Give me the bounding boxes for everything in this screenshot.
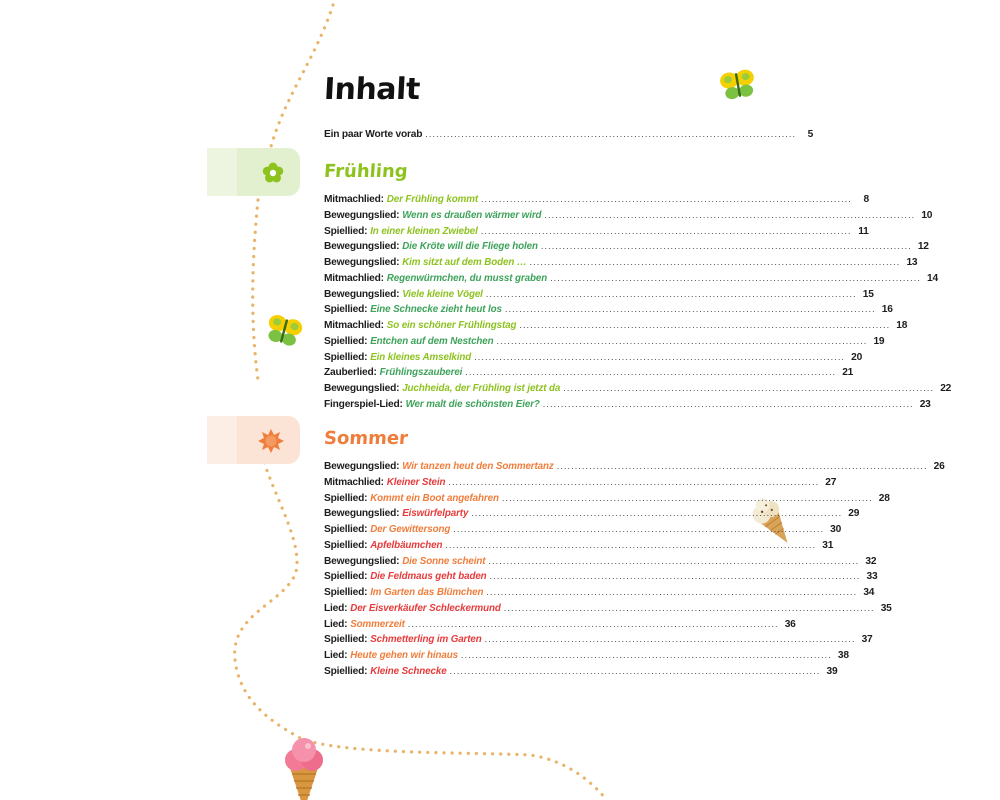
page-number: 21 <box>842 367 854 379</box>
toc-entry[interactable] <box>324 287 874 303</box>
toc-entry[interactable] <box>324 381 952 397</box>
page-number: 8 <box>863 194 869 205</box>
toc-entry[interactable] <box>324 239 929 255</box>
toc-entry[interactable] <box>324 459 945 475</box>
entry-title: Ein kleines Amselkind <box>370 351 472 363</box>
entry-type: Spiellied: <box>324 492 368 504</box>
page-number: 20 <box>851 351 863 363</box>
toc-entry[interactable] <box>324 208 933 224</box>
dot-leader: ....................................................................................................... <box>445 539 817 550</box>
entry-type: Bewegungslied: <box>324 241 400 253</box>
dot-leader: ....................................................................................................... <box>540 241 912 252</box>
intro-list <box>324 127 814 143</box>
entry-type: Bewegungslied: <box>324 383 400 394</box>
entry-title: Der Eisverkäufer Schleckermund <box>350 602 501 614</box>
toc-entry[interactable] <box>324 632 873 648</box>
page-number: 11 <box>858 225 869 237</box>
dot-leader: ....................................................................................................... <box>425 129 797 139</box>
entry-type: Bewegungslied: <box>324 257 400 268</box>
toc-entry[interactable] <box>324 192 869 208</box>
dot-leader: ....................................................................................................... <box>563 383 935 393</box>
dot-leader: ....................................................................................................... <box>448 476 820 487</box>
dot-leader: ....................................................................................................... <box>488 555 860 566</box>
toc-entry[interactable] <box>324 397 931 413</box>
dot-leader: ....................................................................................................... <box>519 320 891 330</box>
toc-entry[interactable] <box>324 350 863 366</box>
entry-title: Wir tanzen heut den Sommertanz <box>402 461 554 472</box>
dot-leader: ....................................................................................................... <box>481 194 852 204</box>
entry-title: Entchen auf dem Nestchen <box>370 335 494 347</box>
page-number: 28 <box>878 492 890 504</box>
butterfly-icon <box>264 313 304 348</box>
entry-type: Spiellied: <box>324 539 368 551</box>
entry-title: Kleine Schnecke <box>370 665 447 677</box>
dot-leader: ....................................................................................................... <box>501 492 873 503</box>
section-title-spring: Frühling <box>323 161 409 182</box>
entry-type: Spiellied: <box>324 351 368 363</box>
page-number: 27 <box>825 476 837 488</box>
dot-leader: ....................................................................................................... <box>556 461 928 471</box>
page-number: 26 <box>933 461 945 472</box>
entry-type: Spiellied: <box>324 335 368 347</box>
page-number: 30 <box>830 524 842 535</box>
page-number: 16 <box>881 304 893 316</box>
dot-leader: ....................................................................................................... <box>529 257 901 267</box>
butterfly-icon <box>719 68 757 100</box>
dot-leader: ....................................................................................................... <box>544 209 916 220</box>
dot-leader: ....................................................................................................... <box>542 398 914 409</box>
entry-type: Mitmachlied: <box>324 476 384 488</box>
page-number: 18 <box>896 320 908 331</box>
dot-leader: ....................................................................................................... <box>453 524 825 534</box>
toc-entry[interactable] <box>324 365 854 381</box>
entry-title: Heute gehen wir hinaus <box>350 650 458 661</box>
entry-type: Spiellied: <box>324 225 368 237</box>
toc-entry[interactable] <box>324 255 918 271</box>
entry-type: Fingerspiel-Lied: <box>324 398 403 410</box>
page-title: Inhalt <box>323 72 421 107</box>
entry-type: Spiellied: <box>324 571 368 583</box>
dot-leader: ....................................................................................................... <box>471 508 843 519</box>
dot-leader: ....................................................................................................... <box>480 225 852 236</box>
page-number: 5 <box>807 129 814 140</box>
toc-entry[interactable] <box>324 585 875 601</box>
dot-leader: ....................................................................................................... <box>407 618 779 629</box>
entry-title: Der Frühling kommt <box>386 194 479 205</box>
entry-title: Die Sonne scheint <box>402 555 486 567</box>
entry-type: Bewegungslied: <box>324 288 400 300</box>
entry-title: Kleiner Stein <box>386 476 446 488</box>
entry-title: Im Garten das Blümchen <box>370 587 484 598</box>
entry-type: Lied: <box>324 650 348 661</box>
entry-title: Apfelbäumchen <box>370 539 443 551</box>
entry-type: Bewegungslied: <box>324 209 400 221</box>
entry-type: Spiellied: <box>324 634 368 646</box>
toc-entry[interactable] <box>324 569 878 585</box>
toc-entry[interactable] <box>324 522 842 538</box>
entry-title: Kim sitzt auf dem Boden … <box>402 257 527 268</box>
entry-title: Eiswürfelparty <box>402 508 469 520</box>
toc-entry[interactable] <box>324 601 892 617</box>
entry-type: Spiellied: <box>324 665 368 677</box>
page-number: 35 <box>880 602 892 614</box>
entry-type: Spiellied: <box>324 304 368 316</box>
dot-leader: ....................................................................................................... <box>550 272 921 283</box>
dot-leader: ....................................................................................................... <box>485 288 857 299</box>
toc-entry[interactable] <box>324 475 837 491</box>
dot-leader: ....................................................................................................... <box>465 367 837 378</box>
page-number: 39 <box>826 665 838 677</box>
entry-title: Der Gewittersong <box>370 524 451 535</box>
entry-title: Juchheida, der Frühling ist jetzt da <box>402 383 561 394</box>
page-number: 32 <box>865 555 877 567</box>
page-number: 12 <box>917 241 929 253</box>
dot-leader: ....................................................................................................... <box>461 650 832 660</box>
dot-leader: ....................................................................................................... <box>449 665 821 676</box>
toc-entry[interactable] <box>324 648 849 664</box>
page-number: 33 <box>866 571 878 583</box>
entry-type: Mitmachlied: <box>324 320 384 331</box>
entry-title: Die Kröte will die Fliege holen <box>402 241 538 253</box>
entry-title: Frühlingszauberei <box>379 367 463 379</box>
entry-title: Sommerzeit <box>350 618 405 630</box>
entry-title: Viele kleine Vögel <box>402 288 483 300</box>
page-number: 31 <box>822 539 834 551</box>
entry-type: Spiellied: <box>324 524 368 535</box>
page-number: 34 <box>863 587 875 598</box>
section-title-summer: Sommer <box>323 428 409 449</box>
entry-type: Spiellied: <box>324 587 368 598</box>
dot-leader: ....................................................................................................... <box>496 335 868 346</box>
entry-title: So ein schöner Frühlingstag <box>386 320 517 331</box>
dot-leader: ....................................................................................................... <box>503 602 875 613</box>
page-number: 19 <box>873 335 885 347</box>
page-number: 29 <box>848 508 860 520</box>
entry-title: Schmetterling im Garten <box>370 634 482 646</box>
dot-leader: ....................................................................................................... <box>474 351 846 362</box>
toc-entry[interactable] <box>324 664 838 680</box>
entry-type: Mitmachlied: <box>324 194 384 205</box>
toc-entry[interactable] <box>324 506 860 522</box>
page-number: 10 <box>921 209 933 221</box>
entry-title: Wer malt die schönsten Eier? <box>405 398 540 410</box>
toc-entry[interactable] <box>324 491 890 507</box>
toc-entry-intro[interactable] <box>324 127 814 143</box>
entry-title: Die Feldmaus geht baden <box>370 571 487 583</box>
spring-toc-list <box>324 192 952 413</box>
dot-leader: ....................................................................................................... <box>504 304 876 315</box>
toc-entry[interactable] <box>324 318 908 334</box>
dot-leader: ....................................................................................................... <box>489 571 861 582</box>
entry-title: In einer kleinen Zwiebel <box>370 225 478 237</box>
page-number: 37 <box>861 634 873 646</box>
entry-type: Mitmachlied: <box>324 272 384 284</box>
toc-entry[interactable] <box>324 302 893 318</box>
entry-title: Kommt ein Boot angefahren <box>370 492 499 504</box>
toc-entry[interactable] <box>324 334 885 350</box>
entry-title: Eine Schnecke zieht heut los <box>370 304 502 316</box>
dot-leader: ....................................................................................................... <box>486 587 858 597</box>
dot-leader: ....................................................................................................... <box>484 634 856 645</box>
entry-type: Bewegungslied: <box>324 461 400 472</box>
intro-label: Ein paar Worte vorab <box>324 129 423 140</box>
toc-entry[interactable] <box>324 224 869 240</box>
entry-type: Bewegungslied: <box>324 555 400 567</box>
toc-entry[interactable] <box>324 538 834 554</box>
strawberry-ice-cream-icon <box>285 738 323 800</box>
page-number: 38 <box>837 650 849 661</box>
entry-type: Lied: <box>324 618 348 630</box>
page-number: 22 <box>940 383 952 394</box>
entry-type: Bewegungslied: <box>324 508 400 520</box>
page-number: 36 <box>784 618 796 630</box>
page-number: 15 <box>862 288 874 300</box>
page-number: 13 <box>906 257 918 268</box>
page-number: 14 <box>927 272 938 284</box>
entry-type: Lied: <box>324 602 348 614</box>
toc-entry[interactable] <box>324 271 938 287</box>
entry-title: Wenn es draußen wärmer wird <box>402 209 542 221</box>
entry-title: Regenwürmchen, du musst graben <box>386 272 548 284</box>
summer-toc-list <box>324 459 945 680</box>
toc-entry[interactable] <box>324 554 877 570</box>
entry-type: Zauberlied: <box>324 367 377 379</box>
toc-entry[interactable] <box>324 617 796 633</box>
page-number: 23 <box>919 398 931 410</box>
